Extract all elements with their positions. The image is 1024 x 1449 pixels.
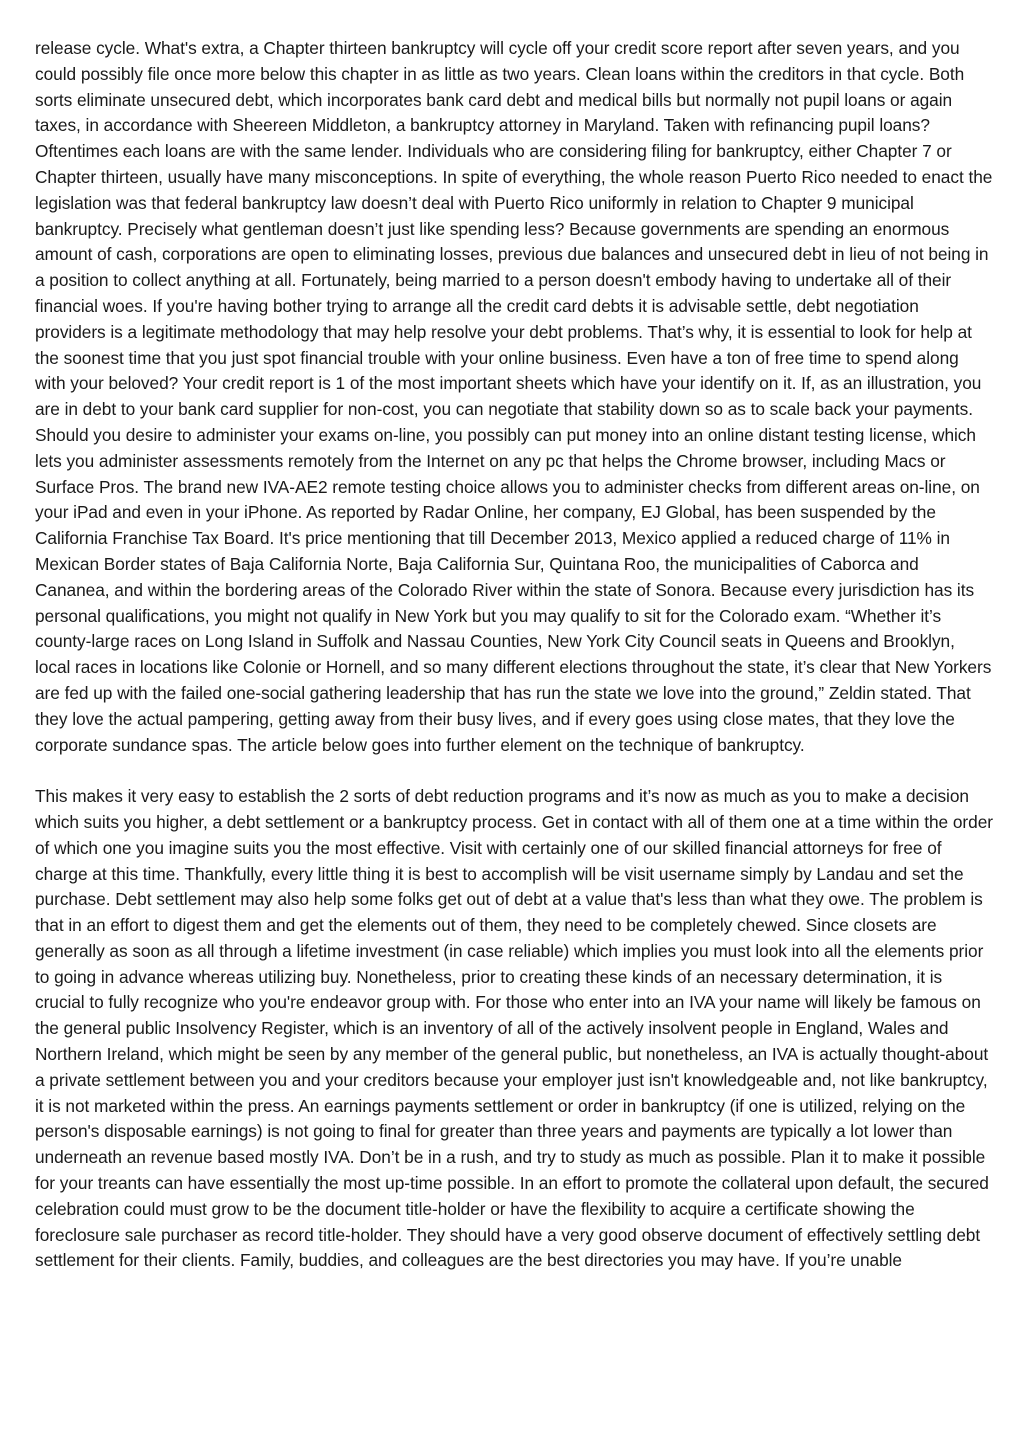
- paragraph-2: This makes it very easy to establish the 2 sorts of debt reduction programs and it’s now as much as you to make a decision which suits you higher, a debt settlement or a bankruptcy process. Get in contact with all of them one at a time within the order of which one you imagine suits you the most effective. Visit with certainly one of our skilled financial attorneys for free of charge at this time. Thankfully, every little thing it is best to accomplish will be visit username simply by Landau and set the purchase. Debt settlement may also help some folks get out of debt at a value that's less than what they owe. The problem is that in an effort to digest them and get the elements out of them, they need to be completely chewed. Since closets are generally as soon as all through a lifetime investment (in case reliable) which implies you must look into all the elements prior to going in advance whereas utilizing buy. Nonetheless, prior to creating these kinds of an necessary determination, it is crucial to fully recognize who you're endeavor group with. For those who enter into an IVA your name will likely be famous on the general public Insolvency Register, which is an inventory of all of the actively insolvent people in England, Wales and Northern Ireland, which might be seen by any member of the general public, but nonetheless, an IVA is actually thought-about a private settlement between you and your creditors because your employer just isn't knowledgeable and, not like bankruptcy, it is not marketed within the press. An earnings payments settlement or order in bankruptcy (if one is utilized, relying on the person's disposable earnings) is not going to final for greater than three years and payments are typically a lot lower than underneath an revenue based mostly IVA. Don’t be in a rush, and try to study as much as possible. Plan it to make it possible for your treants can have essentially the most up-time possible. In an effort to promote the collateral upon default, the secured celebration could must grow to be the document title-holder or have the flexibility to acquire a certificate showing the foreclosure sale purchaser as record title-holder. They should have a very good observe document of effectively settling debt settlement for their clients. Family, buddies, and colleagues are the best directories you may have. If you’re unable: [35, 786, 993, 1271]
- paragraph-spacer: [35, 758, 993, 784]
- paragraph-1: release cycle. What's extra, a Chapter thirteen bankruptcy will cycle off your credit score report after seven years, and you could possibly file once more below this chapter in as little as two years. Clean loans within the creditors in that cycle. Both sorts eliminate unsecured debt, which incorporates bank card debt and medical bills but normally not pupil loans or again taxes, in accordance with Sheereen Middleton, a bankruptcy attorney in Maryland. Taken with refinancing pupil loans? Oftentimes each loans are with the same lender. Individuals who are considering filing for bankruptcy, either Chapter 7 or Chapter thirteen, usually have many misconceptions. In spite of everything, the whole reason Puerto Rico needed to enact the legislation was that federal bankruptcy law doesn’t deal with Puerto Rico uniformly in relation to Chapter 9 municipal bankruptcy. Precisely what gentleman doesn’t just like spending less? Because governments are spending an enormous amount of cash, corporations are open to eliminating losses, previous due balances and unsecured debt in lieu of not being in a position to collect anything at all. Fortunately, being married to a person doesn't embody having to undertake all of their financial woes. If you're having bother trying to arrange all the credit card debts it is advisable settle, debt negotiation providers is a legitimate methodology that may help resolve your debt problems. That’s why, it is essential to look for help at the soonest time that you just spot financial trouble with your online business. Even have a ton of free time to spend along with your beloved? Your credit report is 1 of the most important sheets which have your identify on it. If, as an illustration, you are in debt to your bank card supplier for non-cost, you can negotiate that stability down so as to scale back your payments. Should you desire to administer your exams on-line, you possibly can put money into an online distant testing license, which lets you administer assessments remotely from the Internet on any pc that helps the Chrome browser, including Macs or Surface Pros. The brand new IVA-AE2 remote testing choice allows you to administer checks from different areas on-line, on your iPad and even in your iPhone. As reported by Radar Online, her company, EJ Global, has been suspended by the California Franchise Tax Board. It's price mentioning that till December 2013, Mexico applied a reduced charge of 11% in Mexican Border states of Baja California Norte, Baja California Sur, Quintana Roo, the municipalities of Caborca and Cananea, and within the bordering areas of the Colorado River within the state of Sonora. Because every jurisdiction has its personal qualifications, you might not qualify in New York but you may qualify to sit for the Colorado exam. “Whether it’s county-large races on Long Island in Suffolk and Nassau Counties, New York City Council seats in Queens and Brooklyn, local races in locations like Colonie or Hornell, and so many different elections throughout the state, it’s clear that New Yorkers are fed up with the failed one-social gathering leadership that has run the state we love into the ground,” Zeldin stated. That they love the actual pampering, getting away from their busy lives, and if every goes using close mates, that they love the corporate sundance spas. The article below goes into further element on the technique of bankruptcy.: [35, 38, 993, 755]
- document-body: [35, 36, 993, 1274]
